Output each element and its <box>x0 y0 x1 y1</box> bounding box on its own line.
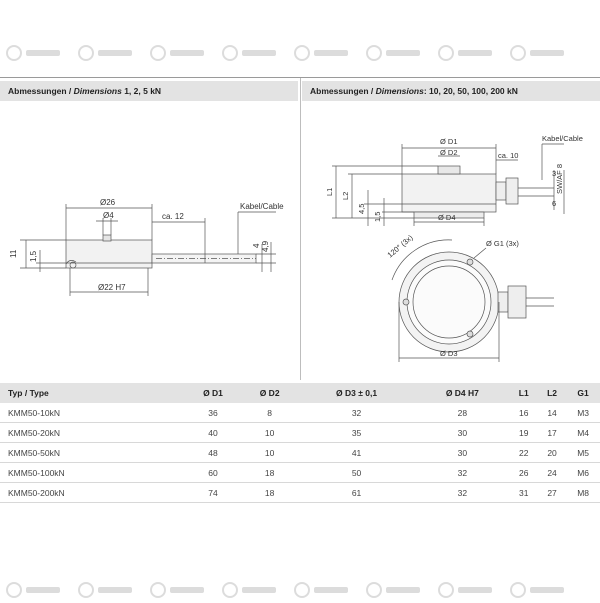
cell-g1: M4 <box>566 423 600 443</box>
dim-cable-4-label: 4 <box>252 243 261 248</box>
table-row <box>0 463 600 483</box>
cell-d3: 61 <box>298 483 415 503</box>
watermark-logo <box>366 581 426 599</box>
dim-g1-label: Ø G1 (3x) <box>486 239 519 248</box>
watermark-row-top <box>0 44 600 66</box>
cell-d4: 28 <box>415 403 509 423</box>
dim-d26-label: Ø26 <box>100 198 116 207</box>
table-header-row <box>0 383 600 403</box>
dim-ca12-label: ca. 12 <box>162 212 184 221</box>
cell-d1: 36 <box>185 403 242 423</box>
dim-height-11-label: 11 <box>9 249 18 258</box>
dim-1-5-label: 1,5 <box>373 211 382 222</box>
watermark-logo <box>150 581 210 599</box>
cell-d1: 74 <box>185 483 242 503</box>
dim-d3-label: Ø D3 <box>440 349 458 358</box>
col-header-d1: Ø D1 <box>185 383 242 403</box>
header-dimensions-small <box>0 81 298 101</box>
cell-d3: 35 <box>298 423 415 443</box>
dimensions-table <box>0 383 600 503</box>
dim-1-5-label: 1,5 <box>29 250 38 262</box>
watermark-logo <box>222 581 282 599</box>
cell-l1: 26 <box>510 463 538 483</box>
dim-d4-label: Ø D4 <box>438 213 456 222</box>
cell-d2: 8 <box>241 403 298 423</box>
col-header-d3: Ø D3 ± 0,1 <box>298 383 415 403</box>
watermark-logo <box>78 581 138 599</box>
watermark-logo <box>510 44 570 62</box>
dim-6-label: 6 <box>552 199 557 208</box>
watermark-logo <box>78 44 138 62</box>
cell-l2: 14 <box>538 403 566 423</box>
watermark-logo <box>294 581 354 599</box>
cell-g1: M3 <box>566 403 600 423</box>
watermark-logo <box>366 44 426 62</box>
header-italic: Dimensions <box>73 86 122 96</box>
cell-type: KMM50-200kN <box>0 483 185 503</box>
cell-type: KMM50-50kN <box>0 443 185 463</box>
dim-d2-label: Ø D2 <box>440 148 458 157</box>
col-header-l1: L1 <box>510 383 538 403</box>
dim-l2-label: L2 <box>341 191 350 200</box>
cell-d2: 10 <box>241 443 298 463</box>
drawing-small-load-cell <box>0 190 300 310</box>
cell-d1: 40 <box>185 423 242 443</box>
watermark-logo <box>222 44 282 62</box>
header-suffix: : 10, 20, 50, 100, 200 kN <box>423 86 518 96</box>
dim-l1-label: L1 <box>325 187 334 196</box>
watermark-logo <box>510 581 570 599</box>
cell-type: KMM50-10kN <box>0 403 185 423</box>
angle-label: 120° (3x) <box>385 233 415 260</box>
cell-l2: 24 <box>538 463 566 483</box>
column-divider <box>300 78 301 380</box>
dim-sw-af-label: SW/AF 8 <box>555 163 564 194</box>
dim-cable-4-9-label: 4,9 <box>261 240 270 252</box>
header-italic: Dimensions <box>375 86 424 96</box>
cell-g1: M6 <box>566 463 600 483</box>
watermark-logo <box>6 581 66 599</box>
cell-d1: 60 <box>185 463 242 483</box>
cell-d4: 32 <box>415 483 509 503</box>
dim-d1-label: Ø D1 <box>440 137 458 146</box>
cell-d3: 50 <box>298 463 415 483</box>
header-dimensions-large <box>302 81 600 101</box>
table-row <box>0 403 600 423</box>
col-header-l2: L2 <box>538 383 566 403</box>
cell-type: KMM50-20kN <box>0 423 185 443</box>
drawing-large-load-cell <box>302 130 600 380</box>
header-prefix: Abmessungen / <box>8 86 74 96</box>
cable-label: Kabel/Cable <box>240 202 284 211</box>
cell-d2: 18 <box>241 463 298 483</box>
header-prefix: Abmessungen / <box>310 86 376 96</box>
col-header-d4: Ø D4 H7 <box>415 383 509 403</box>
cell-d2: 10 <box>241 423 298 443</box>
cell-l2: 20 <box>538 443 566 463</box>
cell-l1: 16 <box>510 403 538 423</box>
watermark-logo <box>150 44 210 62</box>
col-header-type: Typ / Type <box>0 383 185 403</box>
header-suffix: 1, 2, 5 kN <box>121 86 162 96</box>
dim-4-5-label: 4,5 <box>357 203 366 214</box>
dim-d4-label: Ø4 <box>103 211 114 220</box>
cell-d2: 18 <box>241 483 298 503</box>
cell-d4: 30 <box>415 423 509 443</box>
watermark-logo <box>438 581 498 599</box>
cell-d4: 32 <box>415 463 509 483</box>
cell-l2: 17 <box>538 423 566 443</box>
table-row <box>0 443 600 463</box>
cell-l1: 19 <box>510 423 538 443</box>
cell-d4: 30 <box>415 443 509 463</box>
cell-l2: 27 <box>538 483 566 503</box>
cell-l1: 22 <box>510 443 538 463</box>
cell-type: KMM50-100kN <box>0 463 185 483</box>
cell-d3: 41 <box>298 443 415 463</box>
col-header-d2: Ø D2 <box>241 383 298 403</box>
dim-3-label: 3 <box>552 169 557 178</box>
dim-d22-label: Ø22 H7 <box>98 283 126 292</box>
cell-g1: M5 <box>566 443 600 463</box>
table-row <box>0 483 600 503</box>
watermark-logo <box>294 44 354 62</box>
watermark-logo <box>6 44 66 62</box>
watermark-logo <box>438 44 498 62</box>
col-header-g1: G1 <box>566 383 600 403</box>
dim-ca10-label: ca. 10 <box>498 151 519 160</box>
table-row <box>0 423 600 443</box>
cable-label: Kabel/Cable <box>542 134 583 143</box>
cell-d3: 32 <box>298 403 415 423</box>
cell-l1: 31 <box>510 483 538 503</box>
cell-g1: M8 <box>566 483 600 503</box>
cell-d1: 48 <box>185 443 242 463</box>
